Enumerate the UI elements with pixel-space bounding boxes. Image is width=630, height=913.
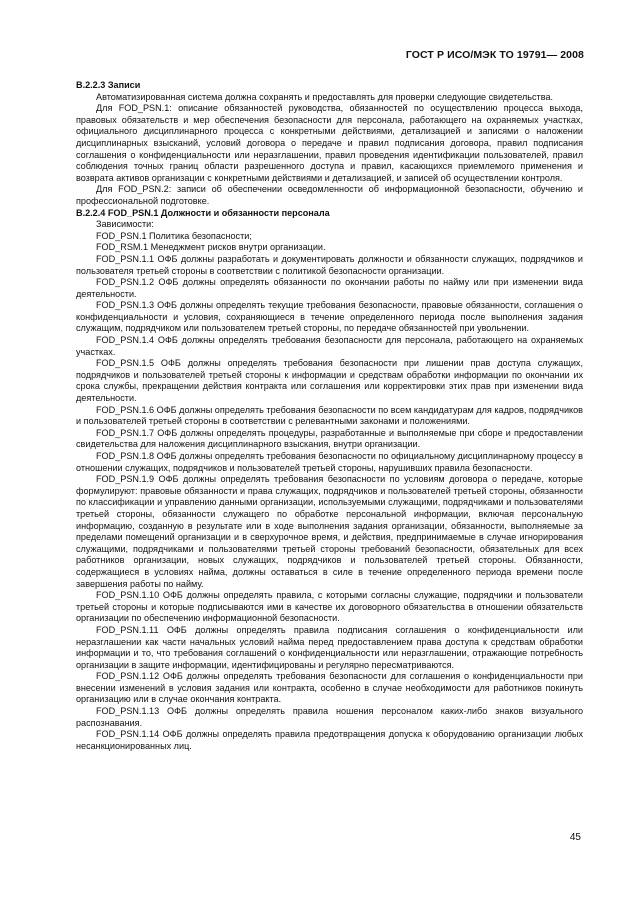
page-number: 45 xyxy=(569,832,581,843)
dependency-item: FOD_RSM.1 Менеджмент рисков внутри организации. xyxy=(96,242,326,253)
requirement-item: FOD_PSN.1.2 ОФБ должны определять обязанности по окончании работы по найму или при изменении вида деятельности. xyxy=(76,277,583,299)
requirement-item: FOD_PSN.1.8 ОФБ должны определять требования безопасности по официальному дисциплинарному процессу в отношении служащих, подрядчиков и пользователей третьей стороны, нарушивших правила безопасности. xyxy=(76,451,583,473)
dependency-item: FOD_PSN.1 Политика безопасности; xyxy=(96,230,252,241)
dependencies-label: Зависимости: xyxy=(96,219,154,230)
requirement-item: FOD_PSN.1.4 ОФБ должны определять требования безопасности для персонала, работающего на охраняемых участках. xyxy=(76,335,583,357)
requirement-item: FOD_PSN.1.1 ОФБ должны разработать и документировать должности и обязанности служащих, подрядчиков и пользователя третьей стороны в соответствии с политикой безопасности организации. xyxy=(76,253,583,276)
requirement-item: FOD_PSN.1.10 ОФБ должны определять правила, с которыми согласны служащие, подрядчики и пользователи третьей стороны и которые подписываются ими в качестве их договорного обязательства в отношении обязательств организации по обеспечению информационной безопасности. xyxy=(76,590,583,624)
requirement-item: FOD_PSN.1.11 ОФБ должны определять правила подписания соглашения о конфиденциальности или неразглашении как части начальных условий найма перед предоставлением права доступа к средствам обработки информации и то, что требования соглашений о конфиденциальности или неразглашении, отражающие потребность организации в защите информации, идентифицированы и регулярно пересматриваются. xyxy=(76,624,583,670)
page-header: ГОСТ Р ИСО/МЭК ТО 19791— 2008 xyxy=(405,49,584,61)
section-heading-b224: B.2.2.4 FOD_PSN.1 Должности и обязанности персонала xyxy=(76,207,330,218)
requirement-item: FOD_PSN.1.9 ОФБ должны определять требования безопасности по условиям договора о передаче, которые формулируют: правовые обязанности и права служащих, подрядчиков и пользователей третьей стороны, обязанности по классификации и управлению данными организации, используемыми служащими, подрядчиками и пользователями третьей стороны, обязанности служащего по обработке персональной информации, включая персональную информацию, созданную в результате или в ходе выполнения задания организации, обязанности, выполняемые за пределами помещений организации и в сверхурочное время, и действия, предпринимаемые в случае игнорирования служащими, подрядчиками и пользователями третьей стороны требований безопасности, обязательных для всех работников организации, новых служащих, подрядчиков и пользователей третьей стороны. Обязанности, содержащиеся в условиях найма, должны оставаться в силе в течение определенного периода времени после завершения работы по найму. xyxy=(76,474,583,589)
requirement-item: FOD_PSN.1.3 ОФБ должны определять текущие требования безопасности, правовые обязанности, соглашения о конфиденциальности и условия, сохраняющиеся в течение определенного периода после выполнения задания служащим, подрядчиком или пользователем третьей стороны, по передаче обязанностей при увольнении. xyxy=(76,300,583,334)
requirement-item: FOD_PSN.1.14 ОФБ должны определять правила предотвращения допуска к оборудованию организации любых несанкционированных лиц. xyxy=(76,729,583,751)
section-heading-b223: B.2.2.3 Записи xyxy=(76,80,141,90)
paragraph-intro: Автоматизированная система должна сохранять и предоставлять для проверки следующие свидетельства. xyxy=(96,91,554,102)
requirement-item: FOD_PSN.1.5 ОФБ должны определять требования безопасности при лишении прав доступа служащих, подрядчиков и пользователей третьей стороны к информации и средствам обработки информации по окончании их срока службы, прекращении действия контракта или соглашения или корректировки этих прав при изменении вида деятельности. xyxy=(76,358,583,404)
requirement-item: FOD_PSN.1.6 ОФБ должны определять требования безопасности по всем кандидатурам для кадров, подрядчиков и пользователей третьей стороны в соответствии с релевантными законами и положениями. xyxy=(76,404,583,427)
requirement-item: FOD_PSN.1.13 ОФБ должны определять правила ношения персоналом каких-либо знаков визуального распознавания. xyxy=(76,706,583,728)
requirement-item: FOD_PSN.1.7 ОФБ должны определять процедуры, разработанные и выполняемые при сборе и предоставлении свидетельства для наложения дисциплинарного взыскания, внутри организации. xyxy=(76,427,583,450)
requirement-item: FOD_PSN.1.12 ОФБ должны определять требования безопасности для соглашения о конфиденциальности при внесении изменений в условия задания или контракта, особенно в случае необходимости для работников покинуть организацию или в случае окончания контракта. xyxy=(76,671,583,705)
paragraph-psn1-records: Для FOD_PSN.1: описание обязанностей руководства, обязанностей по осуществлению процесса выхода, правовых обязательств и мер обеспечения безопасности для персонала, работающего на охраняемых участках, официального дисциплинарного процесса с конкретными действиями, детализацией и записями о наложении дисциплинарных взысканий, условий договора о передаче и правил подписания договора, правил подписания соглашения о конфиденциальности или неразглашении, правил проведения идентификации пользователей, правил соблюдения точных границ области разрешенного доступа и правил, касающихся приемлемого применения и возврата активов организации с конкретными действиями и детализацией, и записей об осуществлении контроля. xyxy=(76,103,583,183)
page-content xyxy=(76,80,583,752)
paragraph-psn2-records: Для FOD_PSN.2: записи об обеспечении осведомленности об информационной безопасности, обучению и профессиональной подготовке. xyxy=(76,184,583,206)
